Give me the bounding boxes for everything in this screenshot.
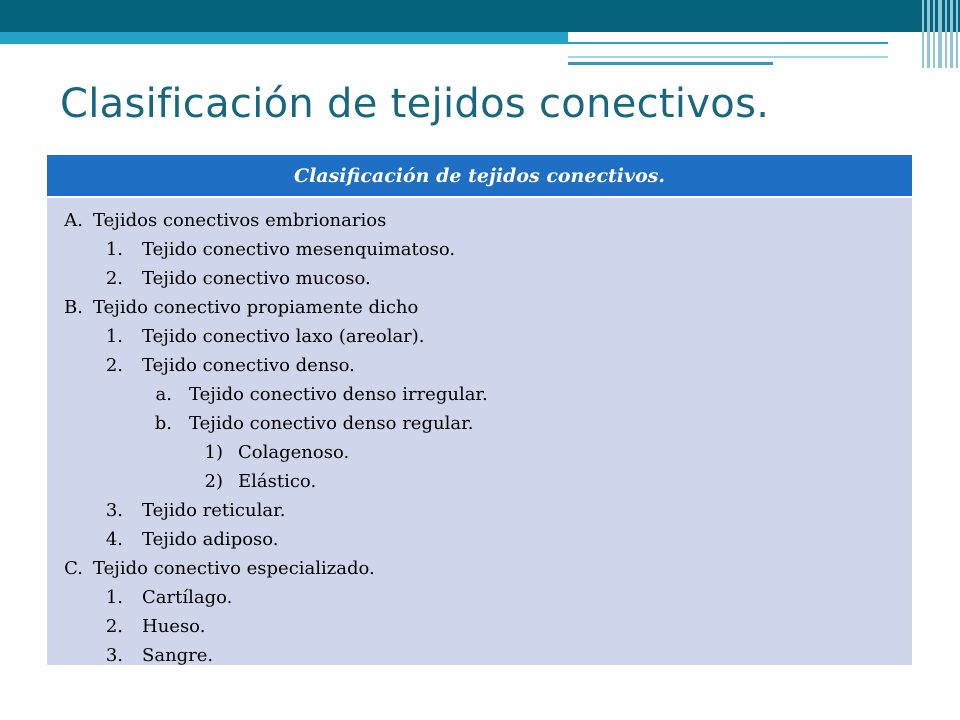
- list-item: [47, 293, 912, 322]
- list-item: [47, 351, 912, 380]
- decorative-stripes: [920, 0, 960, 68]
- list-item: [47, 612, 912, 641]
- list-item: [47, 496, 912, 525]
- list-marker: 4.: [105, 529, 123, 550]
- top-banner-accent: [0, 32, 568, 44]
- list-item-text: Cartílago.: [142, 587, 233, 608]
- list-item-text: Sangre.: [142, 645, 214, 666]
- list-item: [47, 438, 912, 467]
- list-item: [47, 641, 912, 670]
- list-item: [47, 206, 912, 235]
- list-item-text: Elástico.: [238, 471, 317, 492]
- list-marker: a.: [155, 384, 172, 405]
- table-header: Clasificación de tejidos conectivos.: [47, 155, 912, 198]
- list-marker: b.: [154, 413, 172, 434]
- list-item-text: Tejido reticular.: [142, 500, 286, 521]
- list-marker: 3.: [105, 645, 123, 666]
- list-marker: 3.: [105, 500, 123, 521]
- list-item-text: Hueso.: [142, 616, 206, 637]
- list-marker: 2.: [105, 616, 123, 637]
- list-item-text: Tejido conectivo especializado.: [93, 558, 375, 579]
- banner-line: [568, 62, 773, 65]
- list-item-text: Tejidos conectivos embrionarios: [93, 210, 387, 231]
- list-item: [47, 235, 912, 264]
- list-marker: 1): [204, 442, 223, 463]
- list-marker: C.: [64, 558, 83, 579]
- list-marker: 1.: [105, 587, 123, 608]
- list-marker: B.: [64, 297, 83, 318]
- outline-list: [47, 198, 912, 670]
- list-item: [47, 264, 912, 293]
- classification-table: [47, 155, 912, 665]
- slide-title: Clasificación de tejidos conectivos.: [60, 81, 770, 127]
- list-item-text: Tejido conectivo laxo (areolar).: [142, 326, 425, 347]
- banner-line: [568, 42, 888, 44]
- list-marker: 1.: [105, 239, 123, 260]
- list-item-text: Tejido adiposo.: [142, 529, 279, 550]
- list-item: [47, 467, 912, 496]
- top-banner: [0, 0, 960, 32]
- list-item: [47, 525, 912, 554]
- list-item-text: Tejido conectivo denso irregular.: [189, 384, 488, 405]
- list-marker: 2.: [105, 355, 123, 376]
- list-marker: 2.: [105, 268, 123, 289]
- list-marker: 2): [204, 471, 223, 492]
- list-item: [47, 409, 912, 438]
- list-item-text: Tejido conectivo denso.: [142, 355, 355, 376]
- list-marker: A.: [64, 210, 83, 231]
- list-item-text: Tejido conectivo mucoso.: [142, 268, 371, 289]
- list-item-text: Colagenoso.: [238, 442, 350, 463]
- banner-line: [568, 56, 888, 58]
- list-item: [47, 322, 912, 351]
- list-item-text: Tejido conectivo mesenquimatoso.: [142, 239, 456, 260]
- list-marker: 1.: [105, 326, 123, 347]
- list-item: [47, 554, 912, 583]
- list-item-text: Tejido conectivo propiamente dicho: [93, 297, 419, 318]
- list-item-text: Tejido conectivo denso regular.: [189, 413, 474, 434]
- list-item: [47, 380, 912, 409]
- list-item: [47, 583, 912, 612]
